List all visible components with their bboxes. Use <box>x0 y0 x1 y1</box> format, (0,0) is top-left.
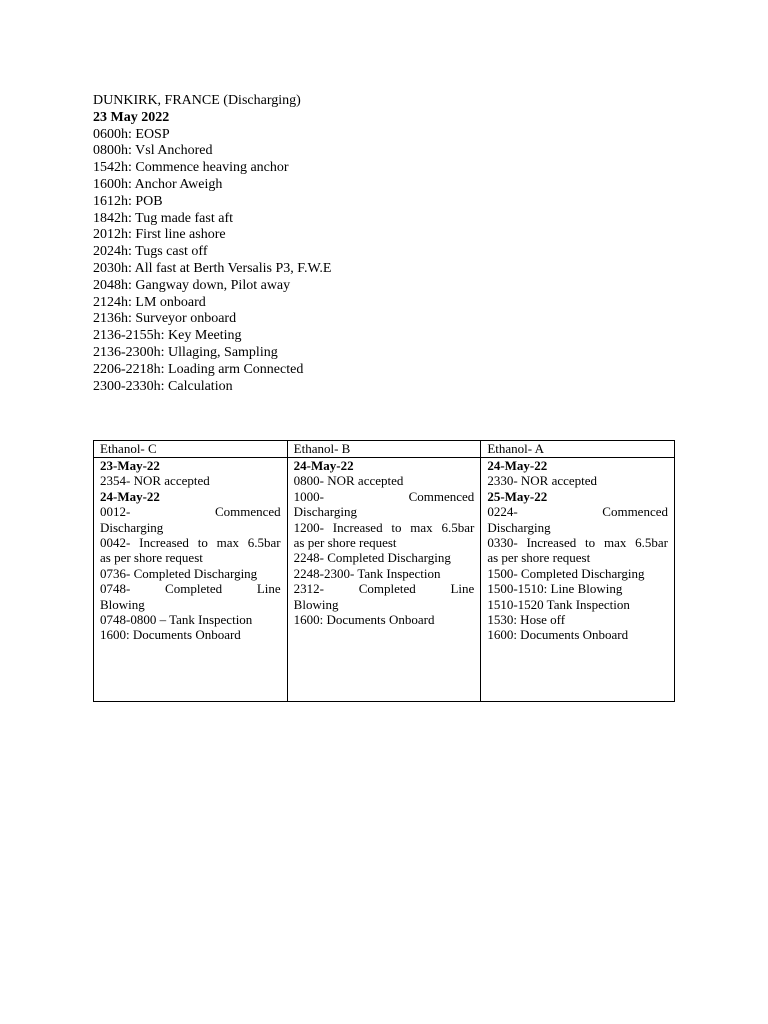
log-date: 23 May 2022 <box>93 109 170 125</box>
log-entry: 0330- Increased to max 6.5bar <box>487 535 668 551</box>
log-entry: 2248- Completed Discharging <box>293 550 451 566</box>
log-entry: Blowing <box>100 596 145 612</box>
port-location: DUNKIRK, FRANCE (Discharging) <box>93 93 301 108</box>
date-heading: 24-May-22 <box>293 458 354 473</box>
event-line: 2030h: All fast at Berth Versalis P3, F.W.E <box>93 260 332 276</box>
log-entry: 2354- NOR accepted <box>100 473 210 489</box>
table-row <box>94 458 675 702</box>
log-entry: 1200- Increased to max 6.5bar <box>293 519 475 535</box>
event-line: 2300-2330h: Calculation <box>93 378 233 394</box>
log-entry: 0224- Commenced <box>487 504 668 520</box>
log-entry: as per shore request <box>293 535 397 551</box>
event-line: 0800h: Vsl Anchored <box>93 143 213 159</box>
log-entry: 1510-1520 Tank Inspection <box>487 596 630 612</box>
event-line: 2136h: Surveyor onboard <box>93 311 237 327</box>
event-list <box>93 127 693 396</box>
table-header-row <box>94 441 675 458</box>
ethanol-b-log-cell <box>287 458 481 702</box>
log-entry: 0748-0800 – Tank Inspection <box>100 612 253 628</box>
port-log-header <box>93 93 693 395</box>
ethanol-c-log-cell <box>94 458 288 702</box>
event-line: 1542h: Commence heaving anchor <box>93 160 289 176</box>
ethanol-a-log-cell <box>481 458 675 702</box>
log-entry: 1600: Documents Onboard <box>100 627 241 643</box>
log-entry: 1500- Completed Discharging <box>487 565 645 581</box>
log-entry: 2248-2300- Tank Inspection <box>293 565 441 581</box>
log-entry: 1600: Documents Onboard <box>487 627 629 643</box>
date-heading: 25-May-22 <box>487 488 548 504</box>
cargo-operations-table <box>93 440 675 702</box>
event-line: 2124h: LM onboard <box>93 294 206 310</box>
event-line: 2206-2218h: Loading arm Connected <box>93 361 304 377</box>
log-entry: 0736- Completed Discharging <box>100 565 258 581</box>
log-entry: 2330- NOR accepted <box>487 473 598 489</box>
log-entry: Discharging <box>293 504 357 520</box>
event-line: 2012h: First line ashore <box>93 227 226 243</box>
log-entry: 1500-1510: Line Blowing <box>487 581 623 597</box>
log-entry: 1000- Commenced <box>293 488 475 504</box>
event-line: 2136-2155h: Key Meeting <box>93 328 242 344</box>
log-entry: as per shore request <box>100 550 203 566</box>
event-line: 1600h: Anchor Aweigh <box>93 176 223 192</box>
log-entry: Discharging <box>487 519 551 535</box>
event-line: 2048h: Gangway down, Pilot away <box>93 277 291 293</box>
log-entry: 0748- Completed Line <box>100 581 281 597</box>
column-header-ethanol-b: Ethanol- B <box>287 441 481 458</box>
log-entry: 0800- NOR accepted <box>293 473 404 489</box>
date-heading: 23-May-22 <box>100 458 160 473</box>
date-heading: 24-May-22 <box>100 488 160 504</box>
log-entry: 1530: Hose off <box>487 612 566 628</box>
log-entry: 1600: Documents Onboard <box>293 612 435 628</box>
event-line: 1612h: POB <box>93 193 163 209</box>
log-entry: as per shore request <box>487 550 591 566</box>
event-line: 2024h: Tugs cast off <box>93 244 208 260</box>
log-entry: 2312- Completed Line <box>293 581 475 597</box>
column-header-ethanol-a: Ethanol- A <box>481 441 675 458</box>
log-entry: Blowing <box>293 596 339 612</box>
event-line: 1842h: Tug made fast aft <box>93 210 233 226</box>
event-line: 0600h: EOSP <box>93 126 170 142</box>
column-header-ethanol-c: Ethanol- C <box>94 441 288 458</box>
log-entry: 0012- Commenced <box>100 504 281 520</box>
event-line: 2136-2300h: Ullaging, Sampling <box>93 344 278 360</box>
log-entry: Discharging <box>100 519 164 535</box>
date-heading: 24-May-22 <box>487 458 548 473</box>
log-entry: 0042- Increased to max 6.5bar <box>100 535 281 551</box>
